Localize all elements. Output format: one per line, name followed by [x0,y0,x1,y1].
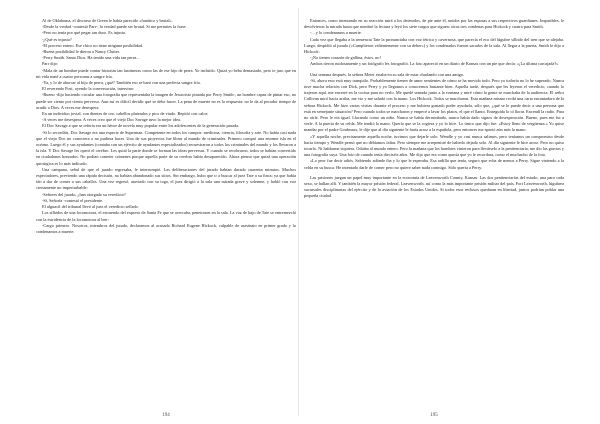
page-number: 194 [162,413,170,418]
page-number: 195 [430,413,438,418]
left-page-text [36,18,296,404]
paragraph: Una campana, señal de que el jurado regresaba, le interrumpió. Las deliberaciones del jurado habían durado cuarenta minutos. Muchos espectadores, previendo una rápida decisión, no habían abandonado sus sitios. Sin embargo, hubo que ir a buscar al juez Tate a su finca; ya que había ido a dar de comer a sus caballos. Una vez regresó, ataviado con su toga, el juez dirigió a la sala una mirada grave y solemne, y habló con voz ciertamente no imperturbable: [36,166,296,191]
left-page [36,18,296,418]
paragraph: El reverendo Post, oyendo la conversación, intervino: [42,86,135,92]
paragraph: Cada vez que llegaba a la sentencia Tate la pronunciaba con voz tétrica y cavernosa, que parecía el eco del lúgubre silbido del tren que se alejaba. Luego, despidió al jurado («Cumplieron valientemente con su deber») y los condenados fueron sacados de la sala. Al llegar a la puerta, Smith le dijo a Hickock: [304,36,564,55]
paragraph: -Ya, y lo de ahorcar al hijo de perra, ¿qué? También eso se hará con una perfecta sangre fría. [42,80,201,86]
paragraph: Parr dijo: [42,61,59,67]
paragraph: Las prisiones juegan un papel muy importante en la economía de Leavenworth County, Kansas. Las dos penitenciarías del estado, una para cada sexo, se hallan allí. Y también la mayor prisión federal, Leavenworth, así como la más importante prisión militar del país, Fort Leavenworth, lúgubrea sucursales disciplinarias del ejército y de la aviación de los Estados Unidos. Si todos esos reclusos quedaran en libertad, juntos podrían poblar una pequeña ciudad. [304,174,564,199]
paragraph: -Sí, ahora esto está muy tranquilo. Probablemente tienen de amor sentientes de cómo se ha movido todo. Pero yo todavía no lo he superado. Nunca tuve mucha relación con Dick, pero Perry y yo llegamos a conocernos bastante bien. Aquella tarde, después que les leyeron el veredicto, cuando lo trajeron aquí, me encerré en la cocina para no verlo. Me quedé sentada junto a la ventana y miré cómo la gente se marchaba de la audiencia. El señor Cullivan miró hacia arriba, me vio y me saludó con la mano. Los Hickock. Todos se marcharon. Esta mañana mismo recibí una carta encantadora de la señora Hickock. Me hizo varias visitas durante el proceso y me hubiera gustado poder ayudarla, sólo que, ¿qué se le puede decir a una persona que está en semejante situación? Pero cuando todos se marcharon y empecé a lavar los platos, el que el llanto. Enseguida lo oí llorar. Encendí la radio. Para no oírle. Pero le oía igual. Llorando como un niño. Nunca se había derrumbado, nunca había dado signos de desesperación. Bueno, pues me fui a verle. A la puerta de su celda. Me tendió la mano. Quería que se la cogiera y yo lo hice. Lo único que dijo fue: «Estoy lleno de vergüenza.» Yo quise mandar por el padre Goubeaux, le dije que al día siguiente le haría arroz a la española, pero entonces me apretó aún más la mano. [304,77,564,133]
paragraph: -Si lo recordáis, Doc Savage era una especie de Superman. Competente en todos los campos: medicina, ciencia, filosofía y arte. No había casi nada que el viejo Doc no conociera o no pudiera hacer. Uno de sus proyectos fue librar al mundo de criminales. Primero compró una enorme isla en el océano. Luego él y sus ayudantes (contaba con un ejército de ayudantes especializados) secuestraron a todos los criminales del mundo y los llevaron a la isla. Y Doc Savage les operó el cerebro. Les quitó la parte donde se forman las ideas perversas. Y cuando se recobraron, todos se habían convertido en ciudadanos honrados. No podían cometer crímenes porque aquella parte de su cerebro había desaparecido. Ahora pienso que quizá una operación quirúrgica es lo más indicado. [36,129,296,166]
paragraph: En un individuo jovial, con dientes de oro, cabellos plateados y pico de viudo. Repitió con calor: [42,111,209,117]
right-page-text [304,18,564,404]
paragraph: -Cargo primero. Nosotros, miembros del jurado, declaramos al acusado Richard Eugene Hickock, culpable de asesinato en primer grado y lo condenamos a muerte. [36,222,296,234]
paragraph: -Mala de un hombre puede contar historias tan lastimeras como las de ese hijo de perra. Yo incluido. Quizá yo beba demasiado, pero te juro que en mi vida maté a cuatro personas a sangre fría. [36,67,296,79]
paragraph: -¡No tienen corazón de gallina, éstos, no! [310,55,381,61]
paragraph: -Perry Smith. Santo Dios. Ha tenido una vida tan perra... [42,55,140,61]
paragraph: Los silbidos de una locomotora, el estruendo del expreso de Santa Fe que se acercaba, penetraron en la sala. La voz de bajo de Tate se entremezcló con la estridencia de la locomotora al leer: [36,210,296,222]
paragraph: -... y lo condenamos a muerte. [310,30,362,36]
paragraph: Al de Oklahoma, el discurso de Green le había parecido «fanático y brutal». [42,18,173,23]
paragraph: El alguacil del tribunal llevó al juez el veredicto sellado. [42,204,139,210]
paragraph: -¿Qué es injusto? [42,36,72,42]
paragraph: -Bueno -dijo haciendo circular una fotografía que representaba la imagen de Jesucristo pintada por Perry Smith-, un hombre capaz de pintar eso, no puede ser ciento por ciento perverso. Aun así es difícil decidir qué se debe hacer. La pena de muerte no es la respuesta: no le da al pecador tiempo de acudir a Dios. A veces me desespera. [36,92,296,110]
paragraph: Ambos rieron ruidosamente y un fotógrafo les fotografió. La foto apareció en un diario de Kansas con un pie que decía: «¡La última carcajada?» [310,61,559,67]
paragraph: Una semana después, la señora Meier estaba en su sala de estar charlando con una amiga. [310,71,464,77]
paragraph: »Lo peor fue decir adiós. Sabiendo adónde iba y lo que le esperaba. Esa ardilla que tenía, seguro que echa de menos a Perry. Sigue viniendo a la celda en su busca. He intentado darle de comer pero no quiere saber nada conmigo. Sólo quería a Perry. [304,158,564,170]
paragraph: El Doc Savage a que se refería era un héroe de novela muy popular entre los adolescentes de la generación pasada. [42,123,240,129]
paragraph: -Buena posibilidad le dieron a Nancy Clutter. [42,49,120,55]
paragraph: »Y aquella noche, precisamente aquella noche, tuvimos que dejarle solo. Wendle y yo casi nunca salimos, pero teníamos un compromiso desde hacía tiempo y Wendle pensó que no debíamos faltar. Pero siempre me arrepentiré de haberlo dejado solo. Al día siguiente le hice arroz. Pero no quiso tocarlo. Ni hablarme siquiera. Odiaba al mundo entero. Pero la mañana que los hombres vinieron para llevárselo a la penitenciaría, me dio las gracias y una fotografía suya. Una foto de cuando tenía dieciséis años. Me dijo que era como quería que yo le recordara, como el muchacho de la foto. [304,133,564,158]
paragraph: -Desde la verdad -contestó Parr-, la verdad puede ser brutal. Si me permites la frase. [42,24,187,30]
paragraph: -El proceso entero. Ese chico no tiene ninguna posibilidad. [42,42,144,48]
paragraph: Entonces, como intentando en su reacción mirá a los detenidos, de pie ante él, unidos por las esposas a sus respectivos guardianes. Impasibles, le devolvieron la mirada hasta que nombró la lectura y leyó los siete cargos que siguen: otras tres condenas para Hickock y cuatro para Smith. [304,18,564,30]
right-page [304,18,564,418]
paragraph: -Sí, Señoría -contestó el presidente. [42,197,104,203]
paragraph: -A veces me desespera. A veces creo que el viejo Doc Savage tuvo la mejor idea. [42,117,181,123]
paragraph: -Pero no tenía por qué pegar tan duro. Es injusto. [42,30,127,36]
gutter-divider [298,8,299,416]
paragraph: -Señores del jurado, ¿han otorgado su veredicto? [42,191,126,197]
